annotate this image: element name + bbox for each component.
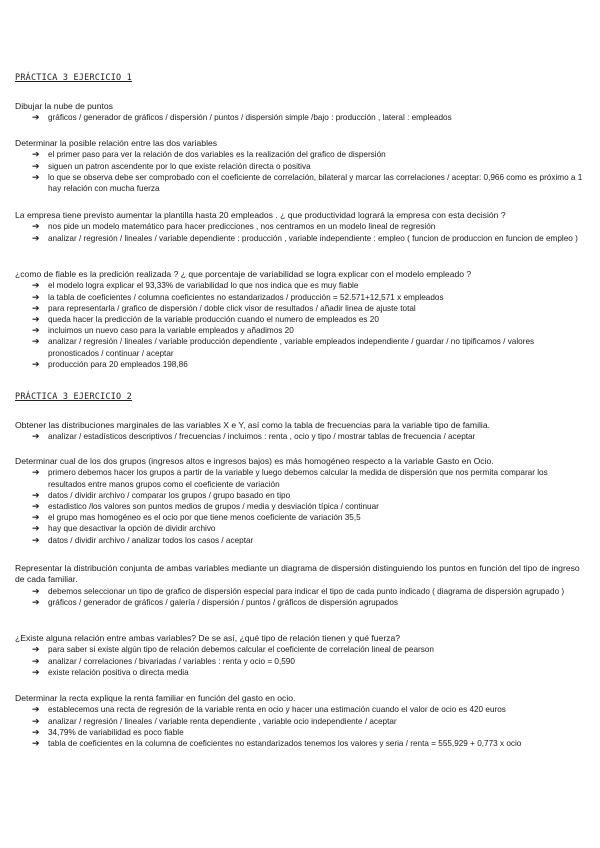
- arrow-icon: ➔: [32, 467, 40, 478]
- answer-list: [15, 280, 585, 370]
- list-item: ➔ nos pide un modelo matemático para hacer predicciones , nos centramos en un modelo lineal de regresión: [32, 221, 436, 232]
- list-item: ➔ queda hacer la predicción de la variable producción cuando el numero de empleados es 20: [32, 313, 379, 324]
- list-item: ➔ producción para 20 empleados 198,86: [32, 358, 188, 369]
- arrow-icon: ➔: [32, 358, 40, 369]
- list-item: ➔ tabla de coeficientes en la columna de coeficientes no estandarizados tenemos los valores y seria / renta = 555,929 + 0,773 x ocio: [32, 737, 522, 748]
- list-item: ➔ el primer paso para ver la relación de dos variables es la realización del grafico de dispersión: [32, 149, 386, 160]
- answer-list: [15, 149, 585, 194]
- list-item: ➔ la tabla de coeficientes / columna coeficientes no estandarizados / producción = 52.571+12,571 x empleados: [32, 291, 444, 302]
- question-block: [15, 269, 585, 370]
- arrow-icon: ➔: [32, 280, 40, 291]
- arrow-icon: ➔: [32, 534, 40, 545]
- list-item: ➔ el grupo mas homogéneo es el ocio por que tiene menos coeficiente de variación 35,5: [32, 512, 361, 523]
- arrow-icon: ➔: [32, 596, 40, 607]
- question-text: Representar la distribución conjunta de ambas variables mediante un diagrama de dispersión distinguiendo los puntos en función del tipo de ingreso de cada familiar.: [15, 563, 580, 585]
- question-block: [15, 563, 585, 608]
- list-item: ➔ 34,79% de variabilidad es poco fiable: [32, 726, 184, 737]
- arrow-icon: ➔: [32, 726, 40, 737]
- list-item: ➔ debemos seleccionar un tipo de grafico de dispersión especial para indicar el tipo de cada punto indicado ( diagrama de dispersión agrupado ): [32, 585, 565, 596]
- list-item: ➔ hay que desactivar la opción de dividir archivo: [32, 523, 216, 534]
- answer-list: [15, 221, 585, 243]
- arrow-icon: ➔: [32, 232, 40, 243]
- arrow-icon: ➔: [32, 171, 40, 182]
- question-text: La empresa tiene previsto aumentar la plantilla hasta 20 empleados . ¿ que productividad logrará la empresa con esta decisión ?: [15, 210, 506, 220]
- arrow-icon: ➔: [32, 500, 40, 511]
- answer-list: [15, 431, 585, 442]
- arrow-icon: ➔: [32, 291, 40, 302]
- list-item: ➔ gráficos / generador de gráficos / dispersión / puntos / dispersión simple /bajo : producción , lateral : empleados: [32, 112, 452, 123]
- arrow-icon: ➔: [32, 325, 40, 336]
- list-item: ➔ el modelo logra explicar el 93,33% de variabilidad lo que nos indica que es muy fiable: [32, 280, 359, 291]
- arrow-icon: ➔: [32, 313, 40, 324]
- question-block: [15, 693, 585, 749]
- question-block: [15, 210, 585, 244]
- answer-list: [15, 704, 585, 749]
- arrow-icon: ➔: [32, 704, 40, 715]
- arrow-icon: ➔: [32, 737, 40, 748]
- list-item: ➔ primero debemos hacer los grupos a partir de la variable y luego debemos calcular la medida de dispersión que nos permita comparar los resultados entre manos grupos como el coeficiente de variación: [32, 467, 548, 489]
- list-item: ➔ establecemos una recta de regresión de la variable renta en ocio y hacer una estimación cuando el valor de ocio es 420 euros: [32, 704, 506, 715]
- question-block: [15, 633, 585, 678]
- list-item: ➔ analizar / regresión / lineales / variable dependiente : producción , variable independiente : empleo ( funcion de produccion en funcion de empleo ): [32, 232, 578, 243]
- question-text: ¿Existe alguna relación entre ambas variables? De se así, ¿qué tipo de relación tienen y qué fuerza?: [15, 633, 401, 643]
- answer-list: [15, 112, 585, 123]
- question-text: Determinar la recta explique la renta familiar en función del gasto en ocio.: [15, 693, 296, 703]
- list-item: ➔ datos / dividir archivo / analizar todos los casos / aceptar: [32, 534, 254, 545]
- list-item: ➔ para saber si existe algún tipo de relación debemos calcular el coeficiente de correlación lineal de pearson: [32, 644, 434, 655]
- question-text: Dibujar la nube de puntos: [15, 101, 113, 111]
- arrow-icon: ➔: [32, 585, 40, 596]
- answer-list: [15, 467, 585, 545]
- arrow-icon: ➔: [32, 160, 40, 171]
- list-item: ➔ analizar / regresión / lineales / variable renta dependiente , variable ocio independiente / aceptar: [32, 715, 397, 726]
- arrow-icon: ➔: [32, 149, 40, 160]
- arrow-icon: ➔: [32, 221, 40, 232]
- answer-list: [15, 586, 585, 608]
- list-item: ➔ datos / dividir archivo / comparar los grupos / grupo basado en tipo: [32, 489, 291, 500]
- arrow-icon: ➔: [32, 644, 40, 655]
- arrow-icon: ➔: [32, 512, 40, 523]
- list-item: ➔ analizar / estadísticos descriptivos / frecuencias / incluimos : renta , ocio y tipo / mostrar tablas de frecuencia / aceptar: [32, 431, 476, 442]
- section-title-ejercicio-2: PRÁCTICA 3 EJERCICIO 2: [15, 392, 132, 402]
- arrow-icon: ➔: [32, 523, 40, 534]
- arrow-icon: ➔: [32, 431, 40, 442]
- list-item: ➔ existe relación positiva o directa media: [32, 666, 189, 677]
- question-text: Determinar cual de los dos grupos (ingresos altos e ingresos bajos) es más homogéneo respecto a la variable Gasto en Ocio.: [15, 456, 494, 466]
- question-text: Obtener las distribuciones marginales de las variables X e Y, así como la tabla de frecuencias para la variable tipo de familia.: [15, 420, 490, 430]
- question-block: [15, 456, 585, 546]
- answer-list: [15, 644, 585, 678]
- arrow-icon: ➔: [32, 715, 40, 726]
- question-block: [15, 138, 585, 194]
- question-text: Determinar la posible relación entre las dos variables: [15, 138, 218, 148]
- question-block: [15, 420, 585, 443]
- arrow-icon: ➔: [32, 655, 40, 666]
- list-item: ➔ analizar / regresión / lineales / variable producción dependiente , variable empleados independiente / guardar / no tipificamos / valores pronosticados / continuar / aceptar: [32, 336, 535, 358]
- arrow-icon: ➔: [32, 489, 40, 500]
- list-item: ➔ lo que se observa debe ser comprobado con el coeficiente de correlación, bilateral y marcar las correlaciones / aceptar: 0,966 como es próximo a 1 hay relación con mucha fuerza: [32, 171, 583, 193]
- list-item: ➔ analizar / correlaciones / bivariadas / variables : renta y ocio = 0,590: [32, 655, 295, 666]
- list-item: ➔ incluimos un nuevo caso para la variable empleados y añadimos 20: [32, 325, 294, 336]
- arrow-icon: ➔: [32, 112, 40, 123]
- question-text: ¿como de fiable es la predición realizada ? ¿ que porcentaje de variabilidad se logra explicar con el modelo empleado ?: [15, 269, 472, 279]
- section-title-ejercicio-1: PRÁCTICA 3 EJERCICIO 1: [15, 73, 132, 83]
- arrow-icon: ➔: [32, 302, 40, 313]
- question-block: [15, 101, 585, 124]
- list-item: ➔ para representarla / grafico de dispersión / doble click visor de resultados / añadir linea de ajuste total: [32, 302, 416, 313]
- list-item: ➔ estadistico /los valores son puntos medios de grupos / media y desviación típica / continuar: [32, 500, 379, 511]
- list-item: ➔ gráficos / generador de gráficos / galería / dispersión / puntos / gráficos de dispersión agrupados: [32, 596, 398, 607]
- list-item: ➔ siguen un patron ascendente por lo que existe relación directa o positiva: [32, 160, 311, 171]
- arrow-icon: ➔: [32, 336, 40, 347]
- arrow-icon: ➔: [32, 666, 40, 677]
